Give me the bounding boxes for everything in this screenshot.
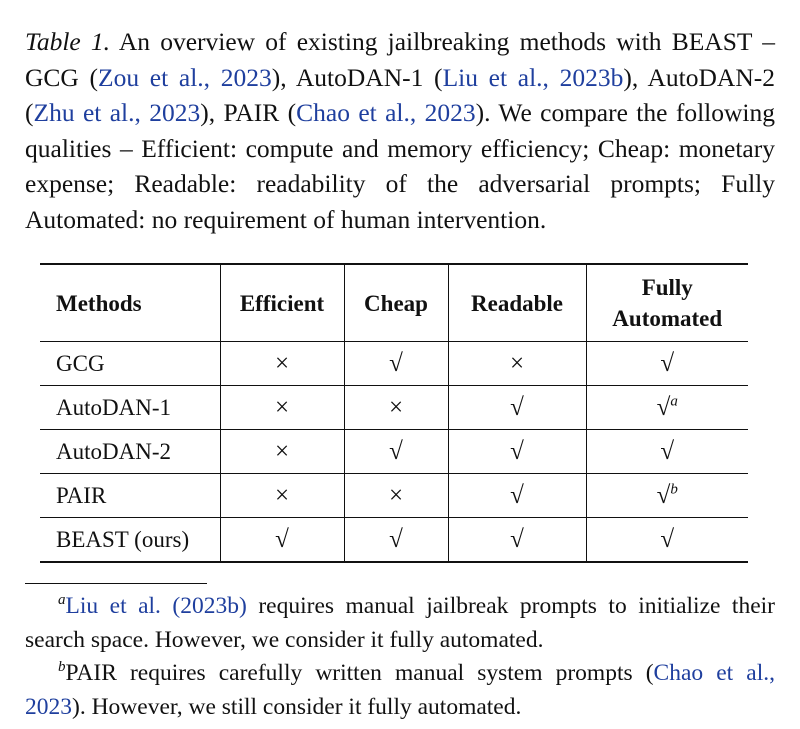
footnote-a — [25, 590, 775, 657]
cheap-cell: √ — [344, 342, 448, 386]
table-row — [40, 386, 748, 430]
automated-cell — [586, 474, 748, 518]
header-fully-automated-label: Fully Automated — [612, 275, 723, 331]
method-cell: GCG — [56, 350, 105, 376]
citation-link-zou[interactable]: Zou et al., 2023 — [98, 62, 272, 92]
footnote-text: PAIR requires carefully written manual system prompts ( — [65, 660, 654, 686]
readable-cell: √ — [448, 518, 586, 563]
caption-text: ). We compare the following qualities – Efficient: compute and memory efficiency; Cheap: monetary expense; Readable: readability of the adversarial prompts; Fully Automated: no requirement of human intervention. — [25, 98, 775, 234]
table-row — [40, 430, 748, 474]
citation-link-chao[interactable]: Chao et al., 2023 — [296, 98, 476, 128]
citation-link-liu[interactable]: Liu et al., 2023b — [442, 62, 624, 92]
method-cell: AutoDAN-1 — [56, 394, 171, 420]
table-header-row — [40, 264, 748, 342]
efficient-cell: × — [220, 386, 344, 430]
table-caption — [25, 24, 775, 238]
footnote-mark-a: a — [58, 592, 66, 609]
efficient-cell: √ — [220, 518, 344, 563]
caption-text: An overview of existing jailbreaking methods with BEAST – GCG ( — [25, 27, 775, 92]
caption-label: Table 1. — [25, 27, 111, 56]
caption-text: ), PAIR ( — [200, 98, 297, 128]
cheap-cell: × — [344, 474, 448, 518]
header-fully-automated — [586, 264, 748, 342]
automated-cell — [586, 342, 748, 386]
automated-cell — [586, 430, 748, 474]
method-cell: AutoDAN-2 — [56, 438, 171, 464]
caption-text: ), AutoDAN-2 ( — [25, 62, 775, 128]
cheap-cell: √ — [344, 518, 448, 563]
caption-text: ), AutoDAN-1 ( — [271, 62, 443, 92]
header-readable: Readable — [448, 264, 586, 342]
readable-cell: √ — [448, 386, 586, 430]
automated-mark: √ — [660, 349, 675, 377]
footnote-text: ). However, we still consider it fully automated. — [72, 693, 522, 720]
comparison-table — [40, 263, 748, 563]
footnote-mark-b: b — [58, 659, 66, 676]
footnotes — [25, 590, 775, 724]
cheap-cell: × — [344, 386, 448, 430]
efficient-cell: × — [220, 430, 344, 474]
header-efficient: Efficient — [220, 264, 344, 342]
citation-link-zhu[interactable]: Zhu et al., 2023 — [33, 98, 201, 128]
header-methods: Methods — [56, 290, 142, 316]
automated-mark: √ — [660, 437, 675, 465]
footnote-divider — [25, 583, 207, 584]
cheap-cell: √ — [344, 430, 448, 474]
table-row — [40, 518, 748, 563]
automated-mark: √ — [656, 393, 671, 421]
readable-cell: × — [448, 342, 586, 386]
readable-cell: √ — [448, 430, 586, 474]
efficient-cell: × — [220, 474, 344, 518]
efficient-cell: × — [220, 342, 344, 386]
table-row — [40, 342, 748, 386]
footnote-b — [25, 657, 775, 724]
automated-cell — [586, 386, 748, 430]
readable-cell: √ — [448, 474, 586, 518]
footnote-ref-b[interactable]: b — [670, 481, 678, 498]
header-cheap: Cheap — [344, 264, 448, 342]
citation-link-chao[interactable]: Chao et al., 2023 — [25, 660, 775, 720]
automated-mark: √ — [656, 481, 671, 509]
citation-link-liu[interactable]: Liu et al. (2023b) — [65, 593, 247, 619]
footnote-text: requires manual jailbreak prompts to initialize their search space. However, we consider it fully automated. — [25, 593, 775, 653]
table-row — [40, 474, 748, 518]
method-cell: PAIR — [56, 482, 107, 508]
automated-cell — [586, 518, 748, 563]
automated-mark: √ — [660, 525, 675, 553]
footnote-ref-a[interactable]: a — [670, 393, 678, 410]
method-cell: BEAST (ours) — [56, 526, 190, 552]
